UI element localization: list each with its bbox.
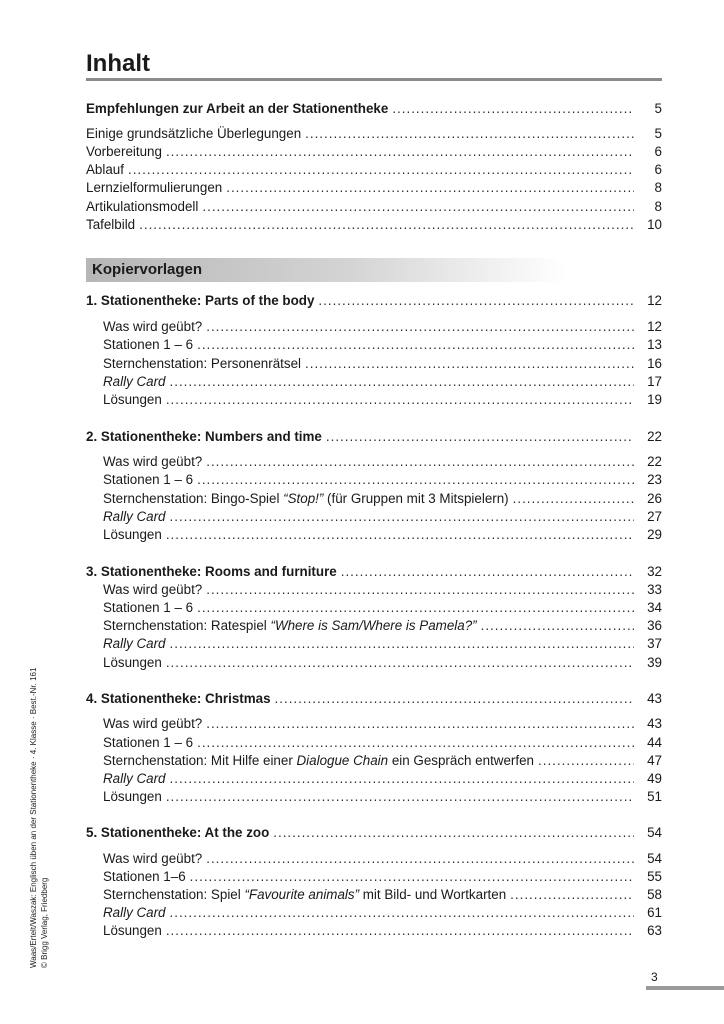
toc-page-number: 16 <box>647 356 662 371</box>
toc-label <box>103 453 202 471</box>
section-heading-bar <box>86 258 566 282</box>
toc-label <box>103 868 186 886</box>
toc-label: Einige grundsätzliche Überlegungen <box>86 126 302 141</box>
toc-label <box>103 373 166 391</box>
toc-label: Ablauf <box>86 162 124 177</box>
section-heading-line <box>86 563 662 581</box>
side-note-line2: © Brigg Verlag, Friedberg <box>40 877 49 968</box>
toc-label: 5. Stationentheke: At the zoo <box>86 825 270 840</box>
toc-entry <box>103 715 662 733</box>
toc-label-part: Stationen 1–6 <box>103 869 186 884</box>
section-heading: Kopiervorlagen <box>92 261 203 278</box>
toc-label: Lernzielformulierungen <box>86 180 223 195</box>
toc-label <box>103 770 166 788</box>
toc-entry <box>103 508 662 526</box>
dot-leader <box>206 715 634 733</box>
toc-page-number: 61 <box>647 905 662 920</box>
toc-label <box>103 391 162 409</box>
toc-entry <box>103 752 662 770</box>
dot-leader <box>275 690 634 708</box>
toc-entry <box>103 490 662 508</box>
toc-entry <box>103 654 662 672</box>
dot-leader <box>139 216 634 234</box>
page-number-rule <box>646 986 724 990</box>
toc-entry <box>103 526 662 544</box>
toc-page-number: 63 <box>647 923 662 938</box>
toc-page-number: 12 <box>647 319 662 334</box>
toc-page-number: 22 <box>647 454 662 469</box>
dot-leader <box>305 355 634 373</box>
page-number: 3 <box>651 970 658 984</box>
toc-entry <box>103 355 662 373</box>
toc-label <box>103 526 162 544</box>
toc-page-number: 23 <box>647 472 662 487</box>
toc-label <box>103 922 162 940</box>
toc-line <box>86 161 662 179</box>
dot-leader <box>166 526 634 544</box>
toc-label <box>103 490 509 508</box>
toc-label-part: Stationen 1 – 6 <box>103 472 194 487</box>
toc-label <box>103 336 193 354</box>
toc-label-part: Was wird geübt? <box>103 716 203 731</box>
toc-label-part: “Where is Sam/Where is Pamela?” <box>270 618 477 633</box>
toc-line <box>86 198 662 216</box>
toc-label: Artikulationsmodell <box>86 199 199 214</box>
toc-label <box>103 318 202 336</box>
toc-entry <box>103 886 662 904</box>
toc-page-number: 44 <box>647 735 662 750</box>
toc-page-number: 10 <box>647 217 662 232</box>
toc-label-part: “Favourite animals” <box>244 887 360 902</box>
dot-leader <box>166 788 634 806</box>
toc-label-part: Sternchenstation: Mit Hilfe einer <box>103 753 297 768</box>
toc-page-number: 33 <box>647 582 662 597</box>
toc-entry <box>103 599 662 617</box>
toc-label: Tafelbild <box>86 217 136 232</box>
toc-page-number: 39 <box>647 655 662 670</box>
toc-entry <box>103 635 662 653</box>
toc-label: Vorbereitung <box>86 144 162 159</box>
dot-leader <box>318 292 634 310</box>
toc-label-part: Rally Card <box>103 905 166 920</box>
toc-label: Empfehlungen zur Arbeit an der Stationentheke <box>86 101 389 116</box>
toc-label-part: Sternchenstation: Bingo-Spiel <box>103 491 284 506</box>
toc-label <box>103 508 166 526</box>
toc-label-part: Stationen 1 – 6 <box>103 735 194 750</box>
toc-label: 2. Stationentheke: Numbers and time <box>86 429 322 444</box>
dot-leader <box>202 198 634 216</box>
dot-leader <box>513 490 634 508</box>
toc-entry <box>103 770 662 788</box>
dot-leader <box>326 428 634 446</box>
toc-line <box>86 179 662 197</box>
toc-label <box>103 850 202 868</box>
dot-leader <box>481 617 634 635</box>
toc-page-number: 36 <box>647 618 662 633</box>
toc-page-number: 51 <box>647 789 662 804</box>
side-note-line1: Waas/Ertelt/Waszak: Englisch üben an der Stationentheke · 4. Klasse · Best.-Nr. 161 <box>29 667 38 968</box>
toc-label <box>103 752 534 770</box>
toc-entry <box>103 922 662 940</box>
dot-leader <box>226 179 634 197</box>
toc-page-number: 54 <box>647 851 662 866</box>
toc-label-part: Sternchenstation: Ratespiel <box>103 618 271 633</box>
toc-label-part: Lösungen <box>103 923 162 938</box>
toc-label-part: Dialogue Chain <box>296 753 389 768</box>
toc-line <box>86 216 662 234</box>
dot-leader <box>197 471 634 489</box>
toc-entry <box>103 868 662 886</box>
toc-page-number: 55 <box>647 869 662 884</box>
toc-entry <box>103 850 662 868</box>
toc-entry <box>103 904 662 922</box>
toc-label-part: Sternchenstation: Spiel <box>103 887 245 902</box>
page-title: Inhalt <box>86 50 150 77</box>
toc-label-part: Sternchenstation: Personenrätsel <box>103 356 302 371</box>
toc-page-number: 5 <box>654 126 662 141</box>
toc-label-part: Was wird geübt? <box>103 851 203 866</box>
toc-page-number: 43 <box>647 691 662 706</box>
dot-leader <box>206 318 634 336</box>
toc-page-number: 49 <box>647 771 662 786</box>
dot-leader <box>197 599 634 617</box>
toc-line <box>86 143 662 161</box>
toc-label-part: Lösungen <box>103 655 162 670</box>
toc-page-number: 26 <box>647 491 662 506</box>
toc-entry <box>103 581 662 599</box>
toc-label-part: Lösungen <box>103 527 162 542</box>
toc-label <box>103 617 477 635</box>
dot-leader <box>166 391 634 409</box>
toc-page-number: 17 <box>647 374 662 389</box>
toc-page-number: 8 <box>654 199 662 214</box>
dot-leader <box>510 886 634 904</box>
toc-entry <box>103 318 662 336</box>
toc-label-part: Stationen 1 – 6 <box>103 337 194 352</box>
toc-label: 3. Stationentheke: Rooms and furniture <box>86 564 337 579</box>
toc-label <box>103 715 202 733</box>
toc-label <box>103 734 193 752</box>
toc-page-number: 8 <box>654 180 662 195</box>
toc-label-part: Rally Card <box>103 771 166 786</box>
section-heading-line <box>86 428 662 446</box>
side-note <box>28 668 50 968</box>
toc-label-part: Lösungen <box>103 392 162 407</box>
toc-entry <box>103 734 662 752</box>
toc-page-number: 34 <box>647 600 662 615</box>
dot-leader <box>206 453 634 471</box>
toc-label <box>103 635 166 653</box>
dot-leader <box>197 336 634 354</box>
dot-leader <box>190 868 634 886</box>
toc-page-number: 6 <box>654 162 662 177</box>
toc-entry <box>103 373 662 391</box>
toc-label <box>103 581 202 599</box>
dot-leader <box>273 824 634 842</box>
toc-heading-line <box>86 100 662 118</box>
toc-label-part: Rally Card <box>103 374 166 389</box>
toc-page-number: 32 <box>647 564 662 579</box>
toc-page-number: 37 <box>647 636 662 651</box>
toc-label: 1. Stationentheke: Parts of the body <box>86 293 315 308</box>
toc-entry <box>103 336 662 354</box>
toc-label-part: Was wird geübt? <box>103 319 203 334</box>
dot-leader <box>170 904 634 922</box>
section-heading-line <box>86 824 662 842</box>
toc-label-part: Was wird geübt? <box>103 454 203 469</box>
toc-page-number: 19 <box>647 392 662 407</box>
toc-page-number: 13 <box>647 337 662 352</box>
section-heading-line <box>86 690 662 708</box>
toc-label <box>103 886 506 904</box>
dot-leader <box>206 581 634 599</box>
toc-page-number: 29 <box>647 527 662 542</box>
dot-leader <box>170 770 634 788</box>
toc-label <box>103 654 162 672</box>
toc-label-part: Was wird geübt? <box>103 582 203 597</box>
toc-label-part: Lösungen <box>103 789 162 804</box>
dot-leader <box>305 125 634 143</box>
toc-label: 4. Stationentheke: Christmas <box>86 691 271 706</box>
toc-page-number: 22 <box>647 429 662 444</box>
toc-page-number: 12 <box>647 293 662 308</box>
toc-label-part: Stationen 1 – 6 <box>103 600 194 615</box>
toc-entry <box>103 471 662 489</box>
dot-leader <box>170 635 634 653</box>
toc-label-part: (für Gruppen mit 3 Mitspielern) <box>323 491 509 506</box>
toc-page-number: 43 <box>647 716 662 731</box>
toc-label-part: Rally Card <box>103 509 166 524</box>
toc-entry <box>103 391 662 409</box>
dot-leader <box>206 850 634 868</box>
toc-label <box>103 599 193 617</box>
toc-page-number: 27 <box>647 509 662 524</box>
section-heading-line <box>86 292 662 310</box>
dot-leader <box>197 734 634 752</box>
toc-page-number: 47 <box>647 753 662 768</box>
dot-leader <box>392 100 634 118</box>
dot-leader <box>166 922 634 940</box>
toc-label <box>103 355 301 373</box>
dot-leader <box>538 752 634 770</box>
toc-page-number: 54 <box>647 825 662 840</box>
toc-line <box>86 125 662 143</box>
dot-leader <box>166 143 634 161</box>
dot-leader <box>341 563 634 581</box>
toc-label-part: mit Bild- und Wortkarten <box>359 887 507 902</box>
toc-label <box>103 788 162 806</box>
toc-entry <box>103 453 662 471</box>
dot-leader <box>166 654 634 672</box>
toc-label-part: Rally Card <box>103 636 166 651</box>
toc-label-part: ein Gespräch entwerfen <box>388 753 534 768</box>
dot-leader <box>170 508 634 526</box>
toc-entry <box>103 617 662 635</box>
title-rule <box>86 78 662 81</box>
toc-label-part: “Stop!” <box>283 491 324 506</box>
dot-leader <box>128 161 634 179</box>
toc-label <box>103 471 193 489</box>
toc-label <box>103 904 166 922</box>
dot-leader <box>170 373 634 391</box>
toc-entry <box>103 788 662 806</box>
toc-page-number: 58 <box>647 887 662 902</box>
toc-page-number: 5 <box>654 101 662 116</box>
toc-page-number: 6 <box>654 144 662 159</box>
